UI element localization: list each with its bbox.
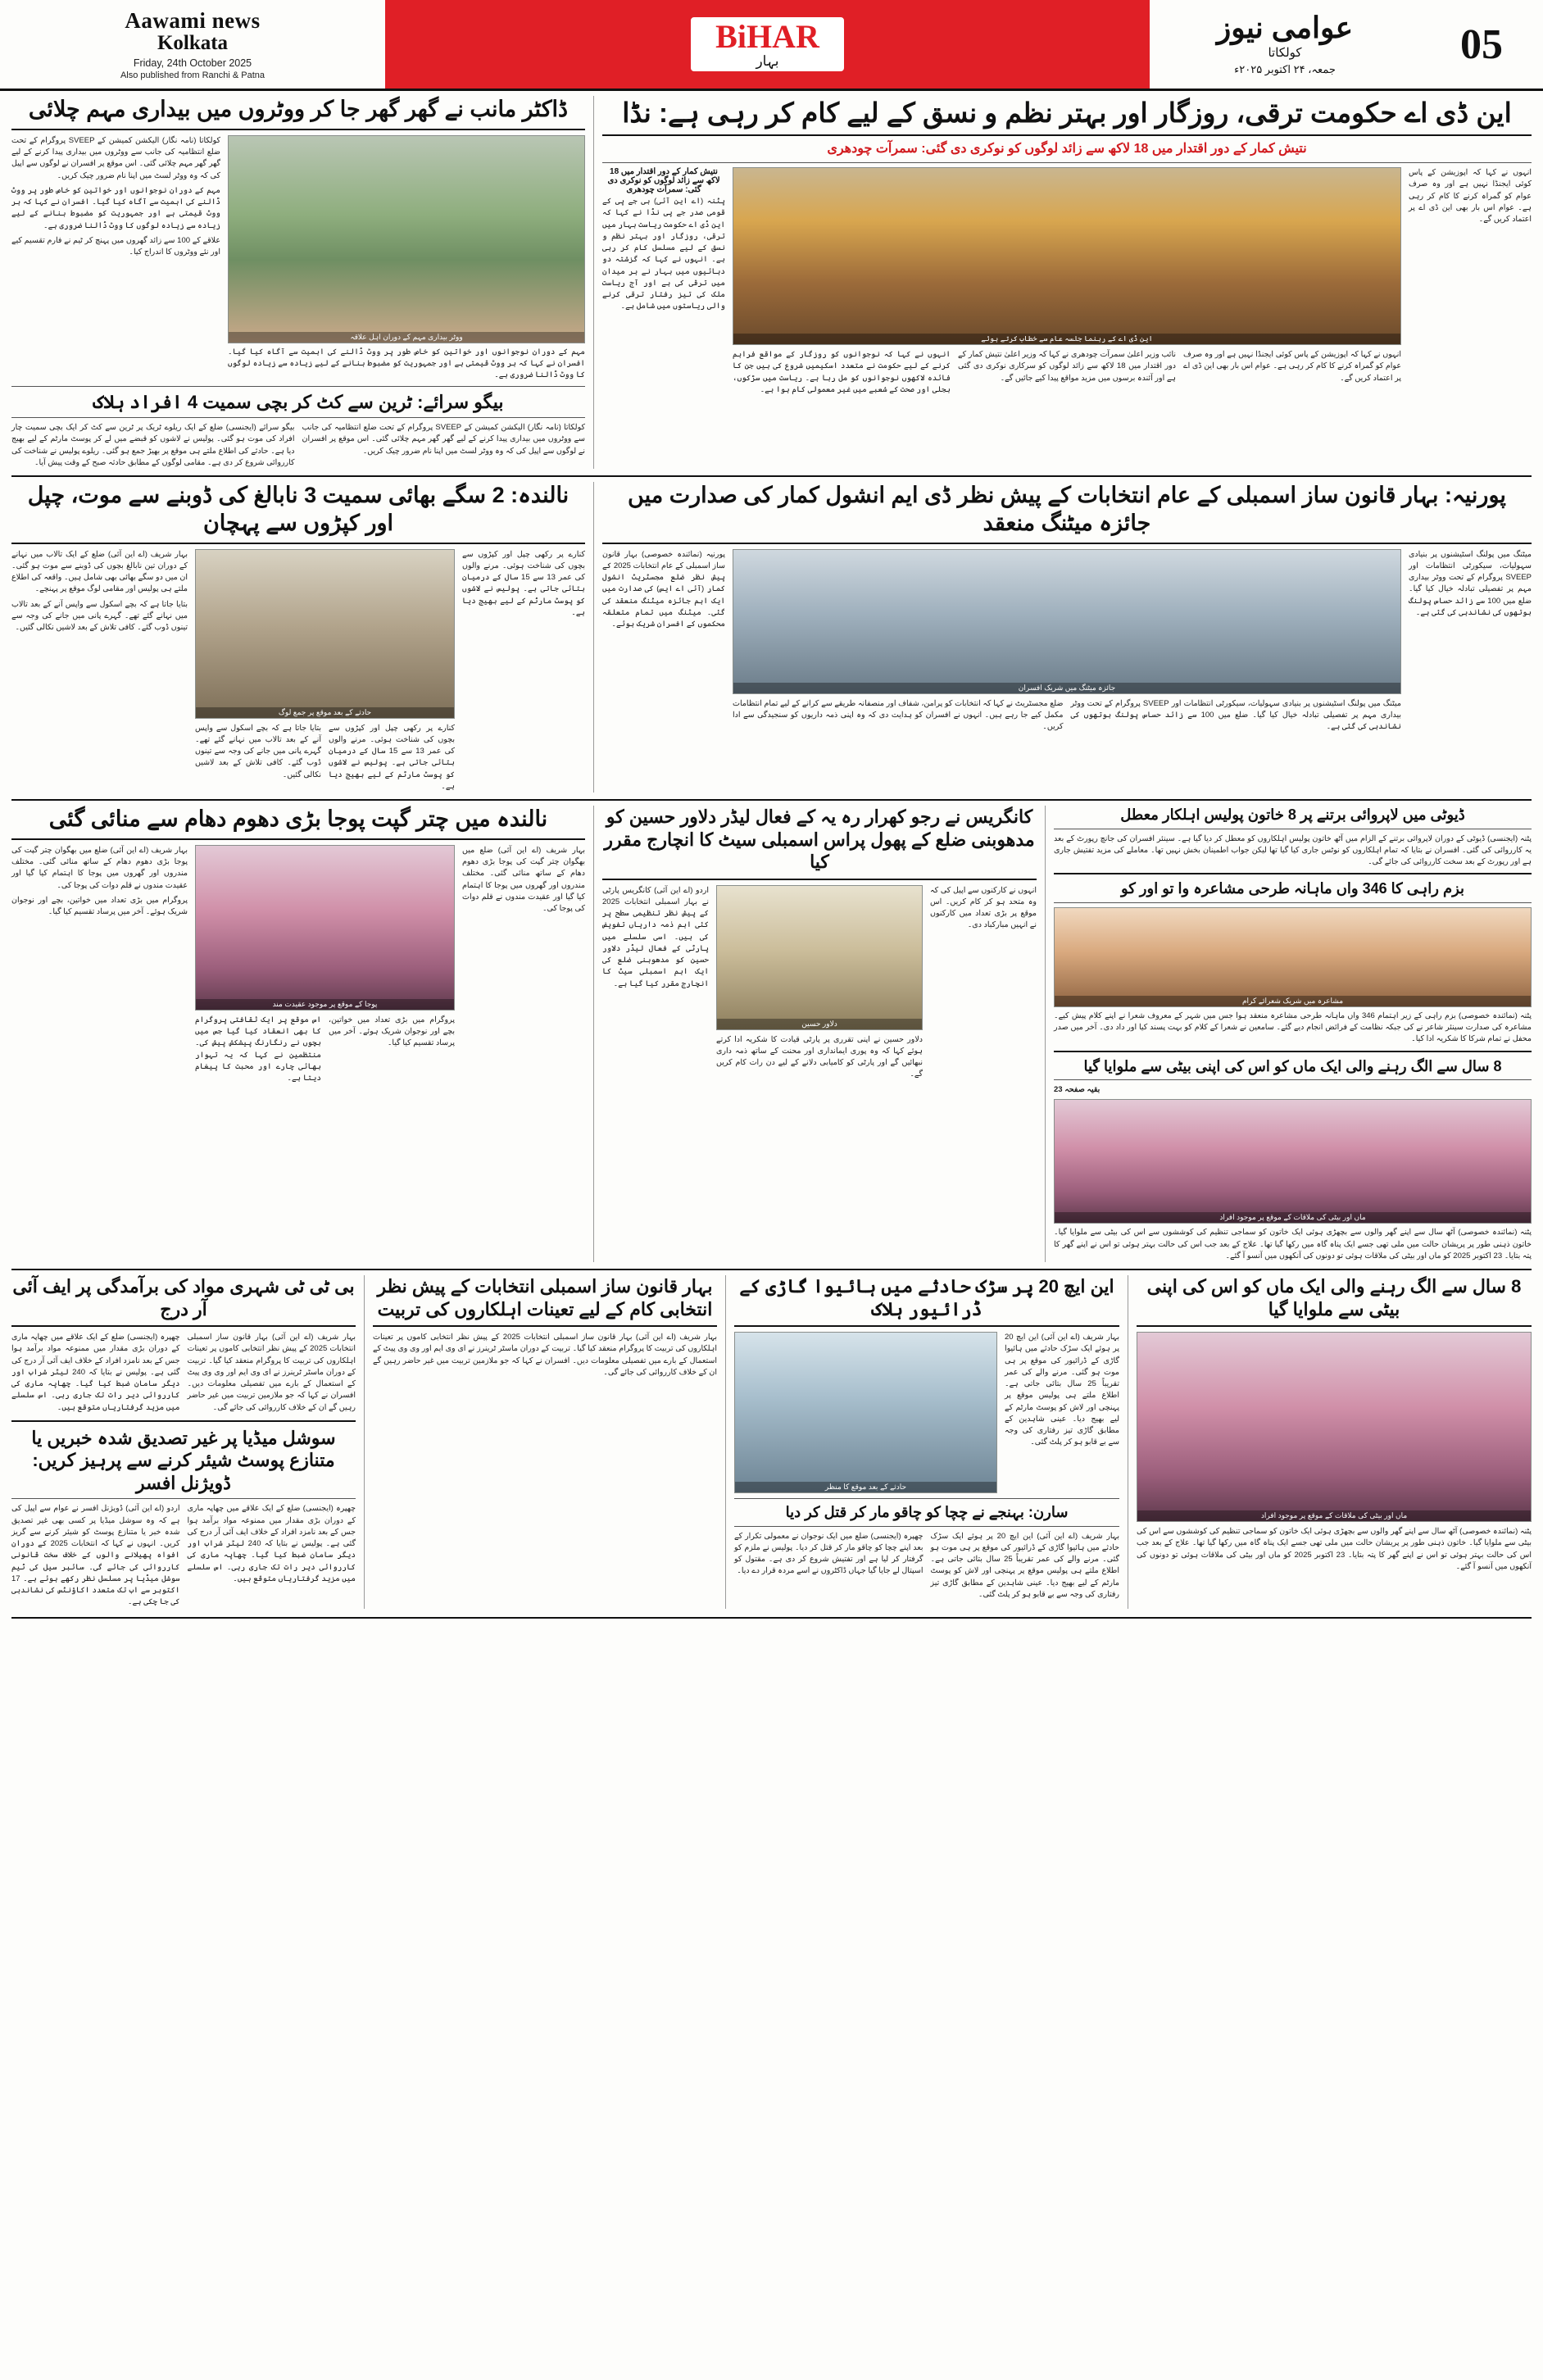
article-nh20 (734, 1275, 1119, 1609)
paragraph: اس موقع پر ایک ثقافتی پروگرام کا بھی انعقاد کیا گیا جس میں بچوں نے رنگارنگ پیشکش پیش کی۔ منتظمین نے کہا کہ یہ تہوار بھائی چارے اور محبت کا پیغام دیتا ہے۔ (195, 1015, 321, 1083)
paragraph: بتایا جاتا ہے کہ بچے اسکول سے واپس آنے کے بعد تالاب میں نہانے گئے تھے۔ گہرے پانی میں جانے کی وجہ سے تینوں ڈوب گئے۔ کافی تلاش کے بعد لاشیں نکالی گئیں۔ (195, 723, 321, 779)
paragraph: بتایا جاتا ہے کہ بچے اسکول سے واپس آنے کے بعد تالاب میں نہانے گئے تھے۔ گہرے پانی میں جانے کی وجہ سے تینوں ڈوب گئے۔ کافی تلاش کے بعد لاشیں نکالی گئیں۔ (11, 599, 188, 632)
paragraph: پٹنہ (نمائندہ خصوصی) بزم راہی کے زیر اہتمام 346 واں ماہانہ طرحی مشاعرہ منعقد ہوا جس میں شہر کے معروف شعرا نے اپنے کلام پیش کیے۔ مشاعرہ کی صدارت سینئر شاعر نے کی جبکہ نظامت کے فرائض انجام دیے گئے۔ سامعین نے شعرا کے کلام کو بہت پسند کیا اور داد دی۔ آخر میں صدر محفل نے تمام شرکا کا شکریہ ادا کیا۔ (1054, 1011, 1532, 1044)
article-bazm-e-rahi (1054, 879, 1532, 1045)
purnia-photo-col (733, 549, 1401, 734)
photo-caption: پوجا کے موقع پر موجود عقیدت مند (196, 999, 454, 1010)
paragraph: اردو (اے این آئی) کانگریس پارٹی نے بہار اسمبلی انتخابات 2025 کے پیش نظر تنظیمی سطح پر کئی اہم ذمہ داریاں تفویض کی ہیں۔ اسی سلسلے میں پارٹی کے فعال لیڈر دلاور حسین کو مدھوبنی ضلع کی ایک اہم اسمبلی سیٹ کا انچارج مقرر کیا گیا ہے۔ (602, 885, 709, 988)
bihar-logo (691, 17, 844, 71)
paragraph: علاقے کے 100 سے زائد گھروں میں پہنچ کر ٹیم نے فارم تقسیم کیے اور نئے ووٹروں کا اندراج کیا۔ (11, 235, 220, 257)
nda-col-1 (602, 167, 725, 396)
article-purnia-review (602, 482, 1532, 793)
article-photo (1054, 907, 1532, 1007)
article-photo (195, 845, 455, 1011)
headline-chitragupt: نالندہ میں چتر گپت پوجا بڑی دھوم دھام سے منائی گئی (48, 806, 548, 831)
paragraph: کولکاتا (نامہ نگار) الیکشن کمیشن کے SVEEP پروگرام کے تحت ضلع انتظامیہ کی جانب سے ووٹروں میں بیداری پیدا کرنے کے لیے گھر گھر مہم چلائی گئی۔ اس موقع پر افسران نے لوگوں سے اپیل کی کہ وہ ووٹر لسٹ میں اپنا نام ضرور چیک کریں۔ (302, 423, 585, 456)
paragraph: ضلع مجسٹریٹ نے کہا کہ انتخابات کو پرامن، شفاف اور منصفانہ طریقے سے کرانے کے لیے تمام انتظامات مکمل کیے جا رہے ہیں۔ انہوں نے افسران کو ہدایت دی کہ وہ اپنی ذمہ داریوں کو سنجیدگی سے ادا کریں۔ (733, 698, 1064, 731)
article-chitragupt (11, 806, 585, 1262)
paragraph: میٹنگ میں پولنگ اسٹیشنوں پر بنیادی سہولیات، سیکورٹی انتظامات اور SVEEP پروگرام کے تحت ووٹر بیداری مہم پر تفصیلی تبادلہ خیال کیا گیا۔ ضلع میں 100 سے زائد حساس پولنگ بوتھوں کی نشاندہی کی گئی ہے۔ (1070, 698, 1401, 731)
page-body (0, 91, 1543, 1635)
photo-caption: مشاعرہ میں شریک شعرائے کرام (1055, 996, 1531, 1006)
page-number: 05 (1460, 20, 1503, 68)
article-nalanda-drown (11, 482, 585, 793)
paragraph: کنارے پر رکھی چپل اور کپڑوں سے بچوں کی شناخت ہوئی۔ مرنے والوں کی عمر 13 سے 15 سال کے درمیان بتائی جاتی ہے۔ پولیس نے لاشوں کو پوسٹ مارٹم کے لیے بھیج دیا ہے۔ (329, 723, 456, 791)
headline-mother-daughter-bottom: 8 سال سے الگ رہنے والی ایک ماں کو اس کی اپنی بیٹی سے ملوایا گیا (1146, 1276, 1522, 1319)
paragraph: پٹنہ (نمائندہ خصوصی) آٹھ سال سے اپنے گھر والوں سے بچھڑی ہوئی ایک خاتون کو سماجی تنظیم کی کوششوں سے اس کی بیٹی سے ملوایا گیا۔ خاتون ذہنی طور پر پریشان حالت میں ملی تھی جسے ایک پناہ گاہ میں رکھا گیا تھا۔ علاج کے بعد جب اس کی حالت بہتر ہوئی تو اس نے اپنے گھر کا پتہ بتایا۔ 23 اکتوبر 2025 کو ماں اور بیٹی کی ملاقات ہوئی تو دونوں کی آنکھوں میں آنسو آ گئے۔ (1054, 1228, 1532, 1260)
article-mother-daughter-bottom (1137, 1275, 1532, 1609)
headline-congress: کانگریس نے رجو کھرار رہ یہ کے فعال لیڈر دلاور حسین کو مدھوبنی ضلع کے پھول پراس اسمبلی سیٹ کا انچارج مقرر کیا (604, 806, 1035, 872)
article-photo (734, 1332, 997, 1493)
edition-city: Kolkata (157, 32, 229, 54)
doctor-manab-photo-col (228, 135, 585, 382)
paragraph: بہار شریف (اے این آئی) این ایچ 20 پر ہوئے ایک سڑک حادثے میں ہائیوا گاڑی کے ڈرائیور کی موقع پر ہی موت ہو گئی۔ مرنے والے کی عمر تقریباً 25 سال بتائی جاتی ہے۔ اطلاع ملتے ہی پولیس موقع پر پہنچی اور لاش کو پوسٹ مارٹم کے لیے بھیج دیا۔ عینی شاہدین کے مطابق گاڑی تیز رفتاری کی وجہ سے بے قابو ہو کر پلٹ گئی۔ (930, 1531, 1120, 1599)
paragraph: پروگرام میں بڑی تعداد میں خواتین، بچے اور نوجوان شریک ہوئے۔ آخر میں پرساد تقسیم کیا گیا۔ (329, 1015, 455, 1048)
paragraph: پروگرام میں بڑی تعداد میں خواتین، بچے اور نوجوان شریک ہوئے۔ آخر میں پرساد تقسیم کیا گیا۔ (11, 895, 188, 916)
masthead-left (0, 0, 385, 89)
paragraph: پورنیہ (نمائندہ خصوصی) بہار قانون ساز اسمبلی کے عام انتخابات 2025 کے پیش نظر ضلع مجسٹریٹ انشول کمار (آئی اے ایس) کی صدارت میں ایک اہم جائزہ میٹنگ منعقد کی گئی۔ میٹنگ میں تمام متعلقہ محکموں کے افسران شریک ہوئے۔ (602, 549, 725, 629)
photo-caption: دلاور حسین (717, 1019, 922, 1029)
photo-caption: ووٹر بیداری مہم کے دوران اہل علاقہ (229, 332, 584, 343)
paragraph: چھپرہ (ایجنسی) ضلع میں ایک نوجوان نے معمولی تکرار کے بعد اپنے چچا کو چاقو مار کر قتل کر دیا۔ پولیس نے ملزم کو گرفتار کر لیا ہے اور تفتیش شروع کر دی ہے۔ مقتول کو اسپتال لے جایا گیا جہاں ڈاکٹروں نے اسے مردہ قرار دے دیا۔ (734, 1531, 924, 1576)
byline: نتیش کمار کے دور اقتدار میں 18 لاکھ سے زائد لوگوں کو نوکری دی گئی: سمرآت چودھری (607, 167, 720, 195)
paragraph: دلاور حسین نے اپنی تقرری پر پارٹی قیادت کا شکریہ ادا کرتے ہوئے کہا کہ وہ پوری ایمانداری اور محنت کے ساتھ ذمہ داری نبھائیں گے اور پارٹی کو کامیابی دلانے کے لیے دن رات کام کریں گے۔ (716, 1034, 923, 1079)
paragraph: مہم کے دوران نوجوانوں اور خواتین کو خاص طور پر ووٹ ڈالنے کی اہمیت سے آگاہ کیا گیا۔ افسران نے کہا کہ ہر ووٹ قیمتی ہے اور جمہوریت کو مضبوط بنانے کے لیے زیادہ سے زیادہ لوگوں کا ووٹ ڈالنا ضروری ہے۔ (11, 185, 220, 230)
headline-police-suspend: ڈیوٹی میں لاپروائی برتنے پر 8 خاتون پولیس اہلکار معطل (1120, 806, 1465, 823)
chitragupt-photo-col (195, 845, 455, 1085)
photo-caption: ماں اور بیٹی کی ملاقات کے موقع پر موجود افراد (1055, 1212, 1531, 1223)
paragraph: انہوں نے کہا کہ نوجوانوں کو روزگار کے مواقع فراہم کرنے کے لیے حکومت نے متعدد اسکیمیں شروع کی ہیں جن کا فائدہ لاکھوں نوجوانوں کو مل رہا ہے۔ ریاست میں سڑکوں، بجلی اور صحت کے شعبے میں غیر معمولی کام ہوا ہے۔ (733, 350, 951, 394)
article-bti-order (11, 1275, 356, 1609)
article-photo (1137, 1332, 1532, 1522)
nda-photo-col (733, 167, 1401, 396)
nalanda-text-col (11, 549, 188, 793)
purnia-col-1 (602, 549, 725, 734)
subhead-nda: نتیش کمار کے دور اقتدار میں 18 لاکھ سے زائد لوگوں کو نوکری دی گئی: سمرآت چودھری (827, 142, 1307, 157)
article-congress-incharge (602, 806, 1037, 1262)
nalanda-photo-col (195, 549, 455, 793)
article-police-suspend (1054, 806, 1532, 868)
article-training-officials (373, 1275, 717, 1609)
article-photo (733, 549, 1401, 694)
paragraph: نائب وزیر اعلیٰ سمرآت چودھری نے کہا کہ وزیر اعلیٰ نتیش کمار کے دور اقتدار میں 18 لاکھ سے زائد لوگوں کو سرکاری نوکری دی گئی ہے اور آئندہ برسوں میں مزید مواقع پیدا کیے جائیں گے۔ (958, 350, 1176, 383)
purnia-col-last (1409, 549, 1532, 734)
paragraph: میٹنگ میں پولنگ اسٹیشنوں پر بنیادی سہولیات، سیکورٹی انتظامات اور SVEEP پروگرام کے تحت ووٹر بیداری مہم پر تفصیلی تبادلہ خیال کیا گیا۔ ضلع میں 100 سے زائد حساس پولنگ بوتھوں کی نشاندہی کی گئی ہے۔ (1409, 549, 1532, 617)
paragraph: بہار شریف (اے این آئی) ضلع میں بھگوان چتر گپت کی پوجا بڑی دھوم دھام کے ساتھ منائی گئی۔ مختلف مندروں اور گھروں میں پوجا کا اہتمام کیا گیا اور عقیدت مندوں نے قلم دوات کی پوجا کی۔ (11, 845, 188, 890)
dateline-english: Friday, 24th October 2025 (133, 57, 252, 69)
article-nda-lead (602, 96, 1532, 469)
urdu-title: عوامی نیوز (1216, 10, 1354, 44)
headline-nalanda-drown: نالندہ: 2 سگے بھائی سمیت 3 نابالغ کی ڈوبنے سے موت، چپل اور کپڑوں سے پہچان (27, 483, 570, 535)
congress-col-last (930, 885, 1037, 1081)
newspaper-brand: Aawami news (125, 8, 261, 33)
article-mother-daughter (1054, 1057, 1532, 1263)
paragraph: بہار شریف (اے این آئی) بہار قانون ساز اسمبلی انتخابات 2025 کے پیش نظر انتخابی کاموں پر تعینات اہلکاروں کی تربیت کا پروگرام منعقد کیا گیا۔ تربیت کے دوران ماسٹر ٹرینرز نے ای وی ایم اور وی وی پیٹ کے استعمال کے بارے میں تفصیلی معلومات دیں۔ افسران نے کہا کہ جو ملازمین تربیت میں غیر حاضر رہیں گے ان کے خلاف کارروائی کی جائے گی۔ (373, 1333, 717, 1377)
masthead-urdu (1150, 0, 1420, 89)
paragraph: چھپرہ (ایجنسی) ضلع کے ایک علاقے میں چھاپہ ماری کے دوران بڑی مقدار میں ممنوعہ مواد برآمد ہوا جس کے بعد نامزد افراد کے خلاف ایف آئی آر درج کی گئی ہے۔ پولیس نے بتایا کہ 240 لیٹر شراب اور دیگر سامان ضبط کیا گیا۔ چھاپہ ماری کی کارروائی دیر رات تک جاری رہی۔ اس سلسلے میں مزید گرفتاریاں متوقع ہیں۔ (187, 1504, 356, 1583)
headline-social-media: سوشل میڈیا پر غیر تصدیق شدہ خبریں یا متنازع پوسٹ شیئر کرنے سے پرہیز کریں: ڈویژنل افسر (31, 1427, 336, 1493)
paragraph: بیگو سرائے (ایجنسی) ضلع کے ایک ریلوے ٹریک پر ٹرین سے کٹ کر ایک بچی سمیت چار افراد کی موت ہو گئی۔ پولیس نے لاشوں کو قبضے میں لے کر پوسٹ مارٹم کے لیے بھیج دیا ہے۔ حادثے کی اطلاع ملتے ہی موقع پر بھیڑ جمع ہو گئی۔ ریلوے پولیس نے شناخت کی کارروائی شروع کر دی ہے۔ مقامی لوگوں کے مطابق حادثہ صبح کے وقت پیش آیا۔ (11, 423, 295, 467)
doctor-manab-text-col (11, 135, 220, 382)
paragraph: انہوں نے کہا کہ اپوزیشن کے پاس کوئی ایجنڈا نہیں ہے اور وہ صرف عوام کو گمراہ کرنے کا کام کر رہی ہے۔ عوام اس بار بھی این ڈی اے پر اعتماد کریں گے۔ (1409, 168, 1532, 225)
urdu-dateline: جمعہ، ۲۴ اکتوبر ۲۰۲۵ء (1234, 62, 1336, 75)
headline-training: بہار قانون ساز اسمبلی انتخابات کے پیش نظر انتخابی کام کے لیے تعینات اہلکاروں کی تربیت (377, 1276, 713, 1319)
paragraph: انہوں نے کہا کہ اپوزیشن کے پاس کوئی ایجنڈا نہیں ہے اور وہ صرف عوام کو گمراہ کرنے کا کام کر رہی ہے۔ عوام اس بار بھی این ڈی اے پر اعتماد کریں گے۔ (1183, 350, 1401, 383)
headline-begusarai: بیگو سرائے: ٹرین سے کٹ کر بچی سمیت 4 افراد ہلاک (93, 391, 504, 412)
chitragupt-col-last (462, 845, 585, 1085)
article-photo (1054, 1099, 1532, 1224)
photo-caption: جائزہ میٹنگ میں شریک افسران (733, 683, 1400, 693)
headline-doctor-manab: ڈاکٹر مانب نے گھر گھر جا کر ووٹروں میں بیداری مہم چلائی (28, 97, 569, 121)
paragraph: کولکاتا (نامہ نگار) الیکشن کمیشن کے SVEEP پروگرام کے تحت ضلع انتظامیہ کی جانب سے ووٹروں میں بیداری پیدا کرنے کے لیے گھر گھر مہم چلائی گئی۔ اس موقع پر افسران نے لوگوں سے اپیل کی کہ وہ ووٹر لسٹ میں اپنا نام ضرور چیک کریں۔ (11, 135, 220, 180)
paragraph: چھپرہ (ایجنسی) ضلع کے ایک علاقے میں چھاپہ ماری کے دوران بڑی مقدار میں ممنوعہ مواد برآمد ہوا جس کے بعد نامزد افراد کے خلاف ایف آئی آر درج کی گئی ہے۔ پولیس نے بتایا کہ 240 لیٹر شراب اور دیگر سامان ضبط کیا گیا۔ چھاپہ ماری کی کارروائی دیر رات تک جاری رہی۔ اس سلسلے میں مزید گرفتاریاں متوقع ہیں۔ (11, 1333, 180, 1412)
article-photo (228, 135, 585, 343)
paragraph: پٹنہ (ایجنسی) ڈیوٹی کے دوران لاپروائی برتنے کے الزام میں آٹھ خاتون پولیس اہلکاروں کو معطل کر دیا گیا ہے۔ سینئر افسران کی جانچ رپورٹ کے بعد یہ کارروائی کی گئی۔ افسران نے بتایا کہ تمام اہلکاروں کو نوٹس جاری کیا گیا تھا لیکن جواب اطمینان بخش نہیں تھا۔ معاملے کی مزید تفتیش جاری ہے اور رپورٹ کے بعد سخت کارروائی کی جائے گی۔ (1054, 833, 1532, 866)
photo-caption: این ڈی اے کے رہنما جلسہ عام سے خطاب کرتے ہوئے (733, 334, 1400, 344)
paragraph: بہار شریف (اے این آئی) این ایچ 20 پر ہوئے ایک سڑک حادثے میں ہائیوا گاڑی کے ڈرائیور کی موقع پر ہی موت ہو گئی۔ مرنے والے کی عمر تقریباً 25 سال بتائی جاتی ہے۔ اطلاع ملتے ہی پولیس موقع پر پہنچی اور لاش کو پوسٹ مارٹم کے لیے بھیج دیا۔ عینی شاہدین کے مطابق گاڑی تیز رفتاری کی وجہ سے بے قابو ہو کر پلٹ گئی۔ (1005, 1333, 1119, 1447)
article-photo (733, 167, 1401, 345)
article-photo (195, 549, 455, 719)
photo-caption: ماں اور بیٹی کی ملاقات کے موقع پر موجود افراد (1137, 1510, 1531, 1521)
paragraph: پٹنہ (نمائندہ خصوصی) آٹھ سال سے اپنے گھر والوں سے بچھڑی ہوئی ایک خاتون کو سماجی تنظیم کی کوششوں سے اس کی بیٹی سے ملوایا گیا۔ خاتون ذہنی طور پر پریشان حالت میں ملی تھی جسے ایک پناہ گاہ میں رکھا گیا تھا۔ علاج کے بعد جب اس کی حالت بہتر ہوئی تو اس نے اپنے گھر کا پتہ بتایا۔ 23 اکتوبر 2025 کو ماں اور بیٹی کی ملاقات ہوئی تو دونوں کی آنکھوں میں آنسو آ گئے۔ (1137, 1527, 1532, 1571)
paragraph: بہار شریف (اے این آئی) ضلع کے ایک تالاب میں نہانے کے دوران تین نابالغ بچوں کی ڈوبنے سے موت ہو گئی۔ ان میں دو سگے بھائی بھی شامل ہیں۔ واقعہ کی اطلاع ملتے ہی پولیس اور مقامی لوگ موقع پر پہنچے۔ (11, 549, 188, 594)
masthead-logo-banner (385, 0, 1150, 89)
urdu-city: کولکاتا (1268, 45, 1302, 60)
right-rail (1054, 806, 1532, 1262)
photo-caption: حادثے کے بعد موقع کا منظر (735, 1482, 996, 1492)
headline-nh20: این ایچ 20 پر سڑک حادثے میں ہائیوا گاڑی کے ڈرائیور ہلاک (739, 1276, 1114, 1319)
article-doctor-manab (11, 96, 585, 469)
paragraph: اردو (اے این آئی) ڈویژنل افسر نے عوام سے اپیل کی ہے کہ وہ سوشل میڈیا پر کسی بھی غیر تصدیق شدہ خبر یا متنازع پوسٹ کو شیئر کرنے سے گریز کریں۔ انہوں نے کہا کہ انتخابات 2025 کے دوران افواہ پھیلانے والوں کے خلاف سخت قانونی کارروائی کی جائے گی۔ سائبر سیل کی ٹیم سوشل میڈیا پر مسلسل نظر رکھے ہوئے ہے۔ 17 اکتوبر سے اب تک متعدد اکاؤنٹس کی نشاندہی کی جا چکی ہے۔ (11, 1504, 180, 1607)
also-published-note: Also published from Ranchi & Patna (120, 70, 265, 80)
paragraph: بہار شریف (اے این آئی) بہار قانون ساز اسمبلی انتخابات 2025 کے پیش نظر انتخابی کاموں پر تعینات اہلکاروں کی تربیت کا پروگرام منعقد کیا گیا۔ تربیت کے دوران ماسٹر ٹرینرز نے ای وی ایم اور وی وی پیٹ کے استعمال کے بارے میں تفصیلی معلومات دیں۔ افسران نے کہا کہ جو ملازمین تربیت میں غیر حاضر رہیں گے ان کے خلاف کارروائی کی جائے گی۔ (187, 1333, 356, 1412)
masthead (0, 0, 1543, 91)
continuation-note: بقیہ صفحہ 23 (1054, 1085, 1101, 1094)
paragraph: بہار شریف (اے این آئی) ضلع میں بھگوان چتر گپت کی پوجا بڑی دھوم دھام کے ساتھ منائی گئی۔ مختلف مندروں اور گھروں میں پوجا کا اہتمام کیا گیا اور عقیدت مندوں نے قلم دوات کی پوجا کی۔ (462, 845, 585, 913)
paragraph: انہوں نے کارکنوں سے اپیل کی کہ وہ متحد ہو کر کام کریں۔ اس موقع پر بڑی تعداد میں کارکنوں نے انہیں مبارکباد دی۔ (930, 885, 1037, 930)
headline-bazm: بزم راہی کا 346 واں ماہانہ طرحی مشاعرہ وا تو اور کو (1120, 880, 1465, 897)
headline-mother-daughter: 8 سال سے الگ رہنے والی ایک ماں کو اس کی اپنی بیٹی سے ملوایا گیا (1083, 1057, 1502, 1074)
nh20-photo-col (734, 1332, 997, 1493)
bihar-logo-english: BiHAR (715, 18, 819, 55)
nda-col-last (1409, 167, 1532, 396)
headline-bti: بی ٹی ٹی شہری مواد کی برآمدگی پر ایف آئی آر درج (12, 1276, 355, 1319)
paragraph: کنارے پر رکھی چپل اور کپڑوں سے بچوں کی شناخت ہوئی۔ مرنے والوں کی عمر 13 سے 15 سال کے درمیان بتائی جاتی ہے۔ پولیس نے لاشوں کو پوسٹ مارٹم کے لیے بھیج دیا ہے۔ (462, 549, 585, 617)
headline-nda: این ڈی اے حکومت ترقی، روزگار اور بہتر نظم و نسق کے لیے کام کر رہی ہے: نڈا (622, 98, 1512, 128)
headline-purnia: پورنیہ: بہار قانون ساز اسمبلی کے عام انتخابات کے پیش نظر ڈی ایم انشول کمار کی صدارت میں جائزہ میٹنگ منعقد (628, 483, 1506, 535)
nalanda-col-last (462, 549, 585, 793)
paragraph: پٹنہ (اے این آئی) بی جے پی کے قومی صدر جے پی نڈا نے کہا کہ این ڈی اے حکومت ریاست بہار میں ترقی، روزگار اور بہتر نظم و نسق کے لیے مسلسل کام کر رہی ہے۔ انہوں نے کہا کہ گزشتہ دو دہائیوں میں بہار نے ہر میدان میں ترقی کی ہے اور آج ریاست ملک کی تیز رفتار ترقی کرنے والی ریاستوں میں شامل ہے۔ (602, 197, 725, 311)
chitragupt-text-col (11, 845, 188, 1085)
article-photo (716, 885, 923, 1030)
congress-col-1 (602, 885, 709, 1081)
bihar-logo-urdu: بہار (756, 53, 779, 69)
paragraph: مہم کے دوران نوجوانوں اور خواتین کو خاص طور پر ووٹ ڈالنے کی اہمیت سے آگاہ کیا گیا۔ افسران نے کہا کہ ہر ووٹ قیمتی ہے اور جمہوریت کو مضبوط بنانے کے لیے زیادہ سے زیادہ لوگوں کا ووٹ ڈالنا ضروری ہے۔ (228, 347, 585, 380)
congress-photo-col (716, 885, 923, 1081)
photo-caption: حادثے کے بعد موقع پر جمع لوگ (196, 707, 454, 718)
headline-saran-murder: سارن: بہنجے نے چچا کو چاقو مار کر قتل کر دیا (785, 1504, 1069, 1520)
